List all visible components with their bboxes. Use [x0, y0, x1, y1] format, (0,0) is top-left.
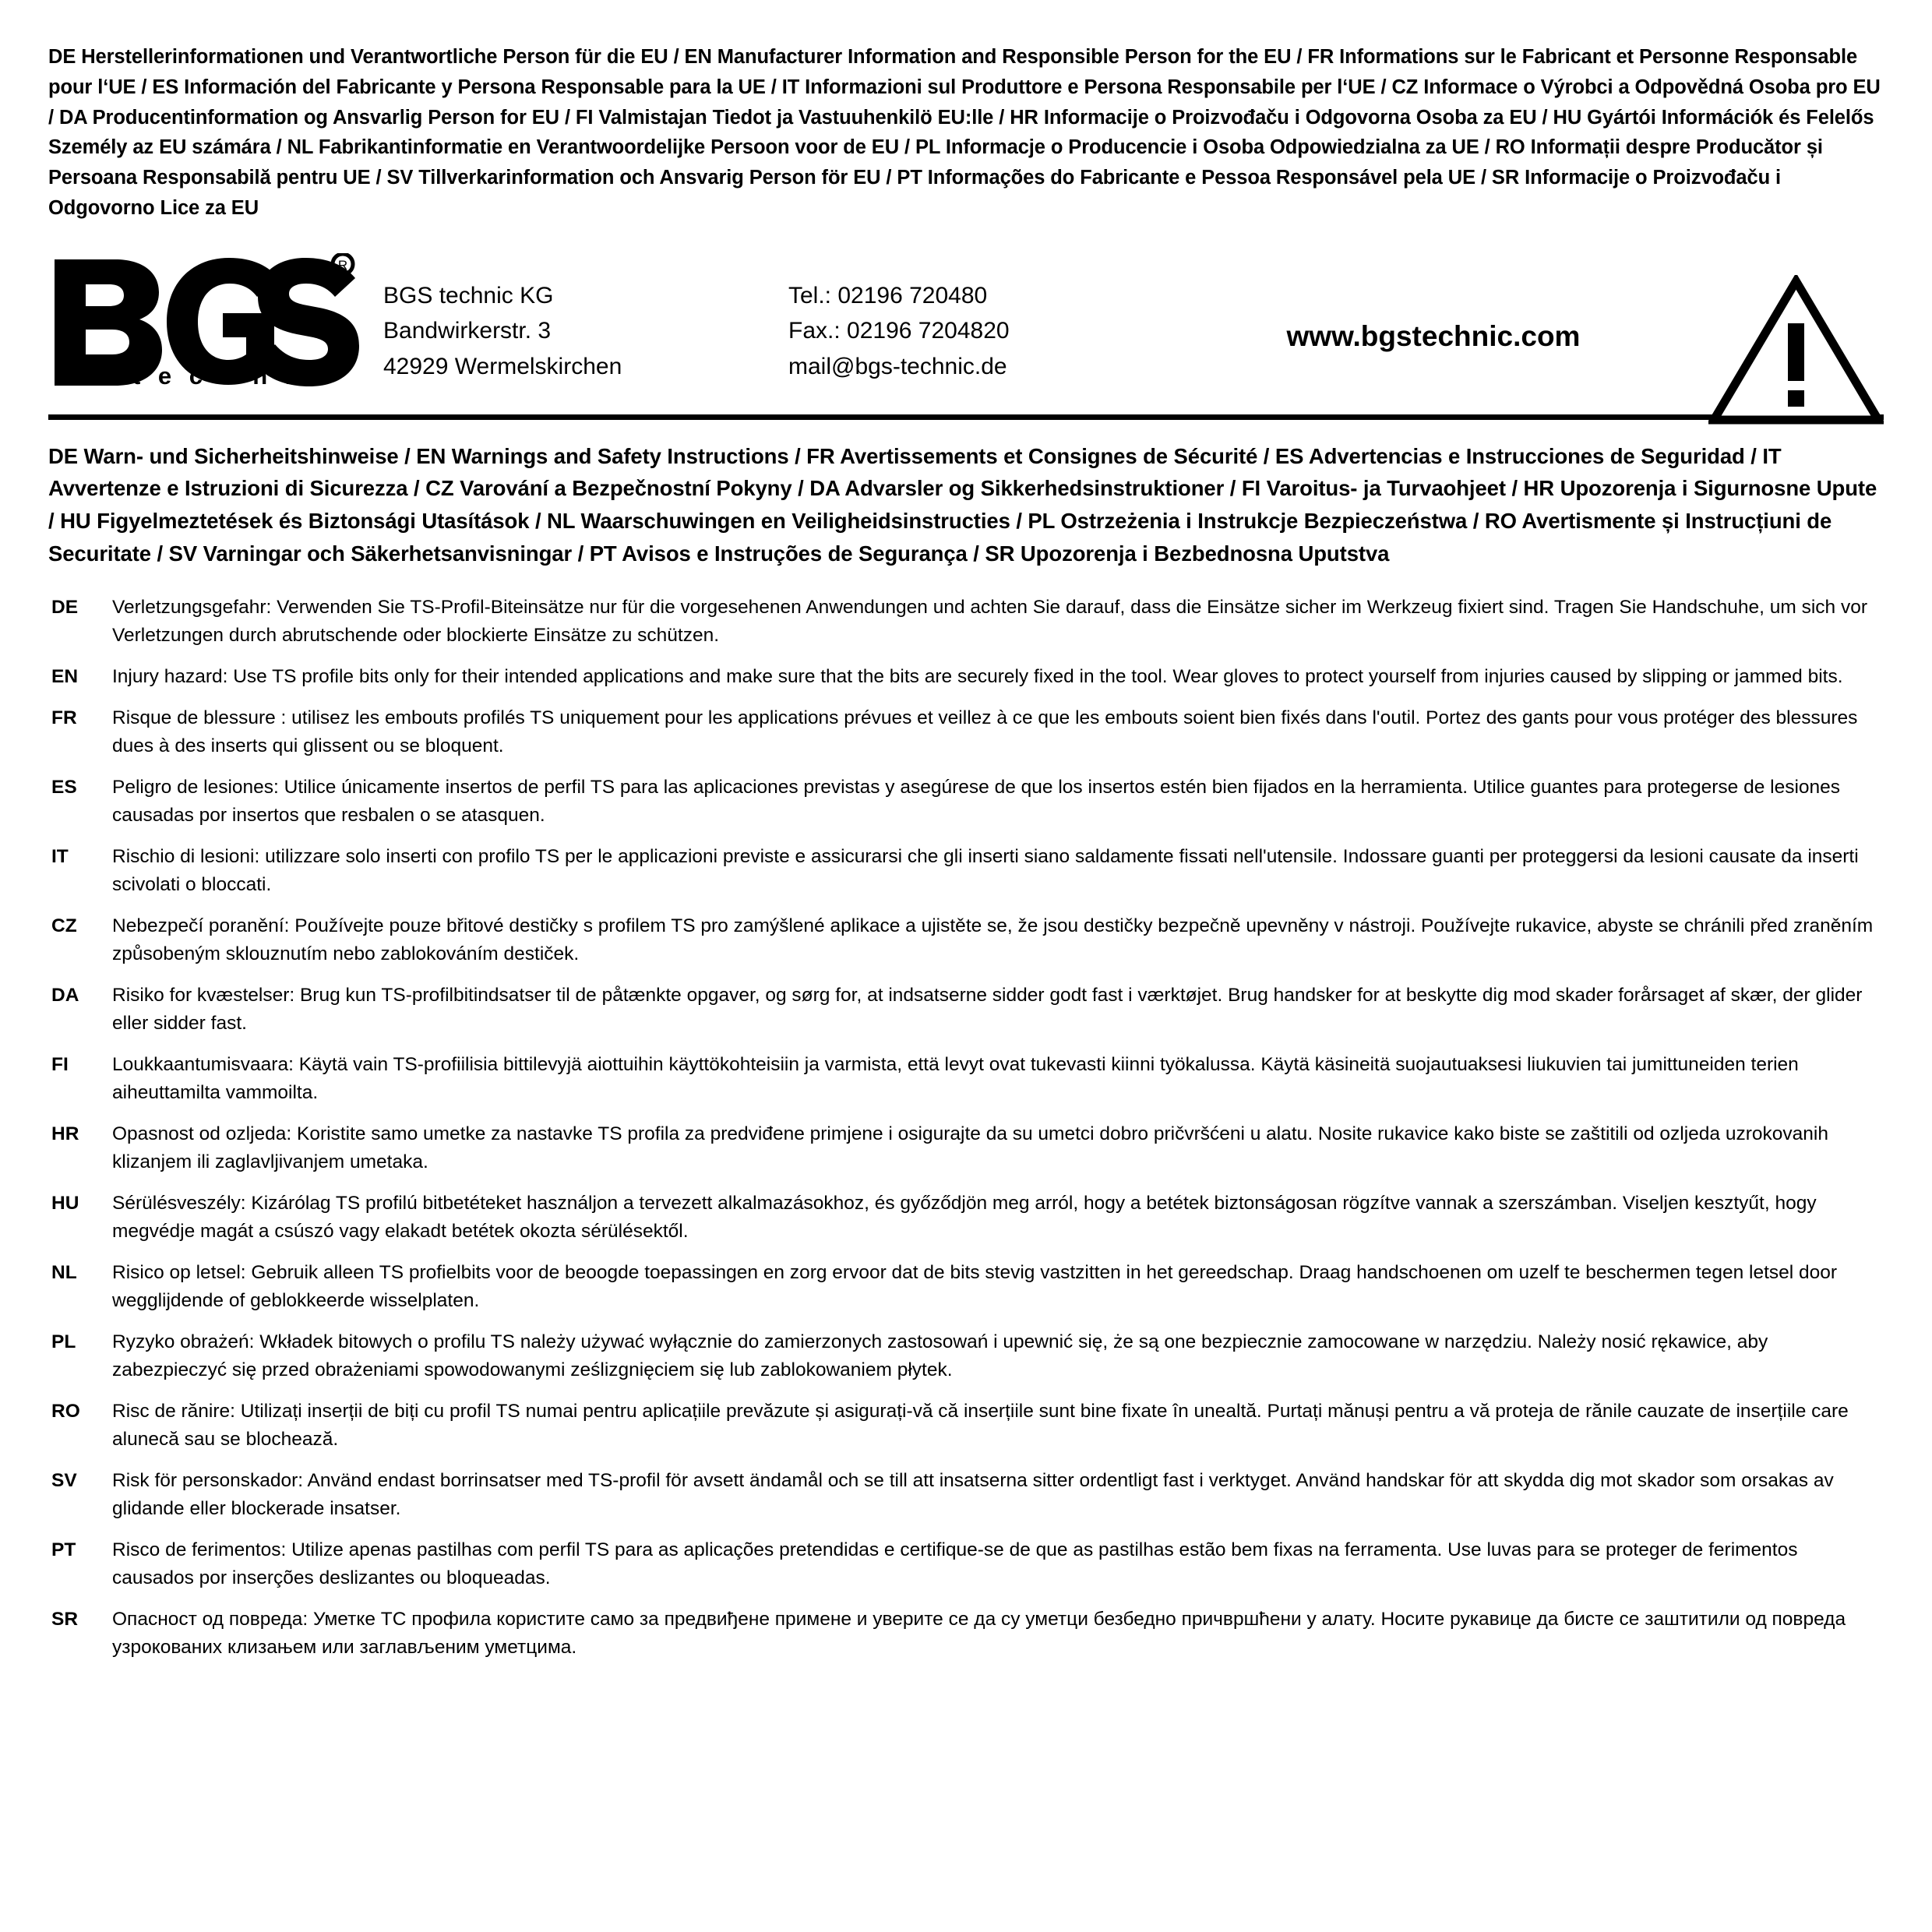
- company-email: mail@bgs-technic.de: [788, 353, 1007, 379]
- language-text: Risico op letsel: Gebruik alleen TS profielbits voor de beoogde toepassingen en zorg ervoor dat de bits stevig vastzitten in het gereedschap. Draag handschoenen om uzelf te beschermen tegen letsel door wegglijdende of geblokkeerde wisselplaten.: [112, 1261, 1838, 1311]
- language-code: NL: [51, 1261, 77, 1283]
- company-address: [375, 245, 788, 385]
- header-divider: [48, 414, 1884, 420]
- language-text: Opasnost od ozljeda: Koristite samo umetke za nastavke TS profila za predviđene primjene i osigurajte da su umetci dobro pričvršćeni u alatu. Nosite rukavice kako biste se zaštitili od ozljeda uzrokovanih klizanjem ili zaglavljivanjem umetaka.: [112, 1123, 1828, 1172]
- company-info-block: [45, 245, 1887, 413]
- list-item: [48, 843, 1884, 899]
- list-item: [48, 594, 1884, 650]
- language-text: Risco de ferimentos: Utilize apenas pastilhas com perfil TS para as aplicações pretendidas e certifique-se de que as pastilhas estão bem fixas na ferramenta. Use luvas para se proteger de ferimentos causados por inserções deslizantes ou bloqueadas.: [112, 1539, 1798, 1588]
- language-text: Risc de rănire: Utilizați inserții de biți cu profil TS numai pentru aplicațiile prevăzute și asigurați-vă că inserțiile sunt bine fixate în unealtă. Purtați mănuși pentru a vă proteja de rănile cauzate de inserțiile care alunecă sau se blochează.: [112, 1400, 1849, 1450]
- language-code: DE: [51, 596, 79, 618]
- language-text: Risiko for kvæstelser: Brug kun TS-profilbitindsatser til de påtænkte opgaver, og sørg for, at indsatserne sidder godt fast i værktøjet. Brug handsker for at beskytte dig mod skader forårsaget af skær, der glider eller sidder fast.: [112, 984, 1863, 1034]
- language-text: Risk för personskador: Använd endast borrinsatser med TS-profil för avsett ändamål och se till att insatserna sitter ordentligt fast i verktyget. Använd handskar för att skydda dig mot skador som orsakas av glidande eller blockerade insatser.: [112, 1469, 1834, 1519]
- list-item: [48, 1120, 1884, 1176]
- language-code: RO: [51, 1400, 80, 1422]
- language-code: EN: [51, 665, 79, 687]
- list-item: [48, 704, 1884, 760]
- list-item: [48, 1051, 1884, 1107]
- language-code: HU: [51, 1192, 79, 1214]
- list-item: [48, 663, 1884, 691]
- language-code: DA: [51, 984, 79, 1006]
- language-text: Nebezpečí poranění: Používejte pouze břitové destičky s profilem TS pro zamýšlené aplikace a ujistěte se, že jsou destičky bezpečně upevněny v nástroji. Používejte rukavice, abyste se chránili před zraněním způsobeným sklouznutím nebo zablokováním destiček.: [112, 915, 1874, 964]
- warning-triangle-icon: [1705, 245, 1884, 427]
- list-item: [48, 1536, 1884, 1592]
- list-item: [48, 982, 1884, 1038]
- language-code: IT: [51, 845, 69, 867]
- company-contact: [788, 245, 1162, 385]
- safety-instructions-heading: DE Warn- und Sicherheitshinweise / EN Warnings and Safety Instructions / FR Avertissements et Consignes de Sécurité / ES Advertencias e Instrucciones de Seguridad / IT Avvertenze e Istruzioni di Sicurezza / CZ Varování a Bezpečnostní Pokyny / DA Advarsler og Sikkerhedsinstruktioner / FI Varoitus- ja Turvaohjeet / HR Upozorenja i Sigurnosne Upute / HU Figyelmeztetések és Biztonsági Utasítások / NL Waarschuwingen en Veiligheidsinstructies / PL Ostrzeżenia i Instrukcje Bezpieczeństwa / RO Avertismente și Instrucțiuni de Securitate / SV Varningar och Säkerhetsanvisningar / PT Avisos e Instruções de Segurança / SR Upozorenja i Bezbednosna Uputstva: [48, 443, 1877, 566]
- company-website: www.bgstechnic.com: [1286, 319, 1581, 352]
- language-code: ES: [51, 776, 77, 798]
- company-name: BGS technic KG: [383, 282, 554, 308]
- language-code: CZ: [51, 915, 77, 936]
- language-text: Risque de blessure : utilisez les embouts profilés TS uniquement pour les applications prévues et veillez à ce que les embouts soient bien fixés dans l'outil. Portez des gants pour vous protéger des blessures dues à des inserts qui glissent ou se bloquent.: [112, 707, 1858, 756]
- list-item: [48, 1190, 1884, 1246]
- list-item: [48, 774, 1884, 830]
- company-fax: Fax.: 02196 7204820: [788, 318, 1010, 344]
- language-code: PL: [51, 1331, 76, 1352]
- list-item: [48, 1606, 1884, 1662]
- list-item: [48, 1467, 1884, 1523]
- list-item: [48, 1398, 1884, 1454]
- language-code: PT: [51, 1539, 76, 1560]
- company-tel: Tel.: 02196 720480: [788, 282, 988, 308]
- language-text: Injury hazard: Use TS profile bits only for their intended applications and make sure that the bits are securely fixed in the tool. Wear gloves to protect yourself from injuries caused by slipping or jammed bits.: [112, 665, 1843, 687]
- company-city: 42929 Wermelskirchen: [383, 353, 622, 379]
- company-street: Bandwirkerstr. 3: [383, 318, 552, 344]
- language-code: HR: [51, 1123, 79, 1144]
- language-code: SR: [51, 1608, 79, 1630]
- language-text: Verletzungsgefahr: Verwenden Sie TS-Profil-Biteinsätze nur für die vorgesehenen Anwendungen und achten Sie darauf, dass die Einsätze sicher im Werkzeug fixiert sind. Tragen Sie Handschuhe, um sich vor Verletzungen durch abrutschende oder blockierte Einsätze zu schützen.: [112, 596, 1868, 646]
- language-text: Peligro de lesiones: Utilice únicamente insertos de perfil TS para las aplicaciones previstas y asegúrese de que los insertos estén bien fijados en la herramienta. Utilice guantes para protegerse de lesiones causadas por insertos que resbalen o se atasquen.: [112, 776, 1841, 826]
- language-text: Ryzyko obrażeń: Wkładek bitowych o profilu TS należy używać wyłącznie do zamierzonych zastosowań i upewnić się, że są one bezpiecznie zamocowane w narzędziu. Należy nosić rękawice, aby zabezpieczyć się przed obrażeniami spowodowanymi ześlizgnięciem się lub zablokowaniem płytek.: [112, 1331, 1768, 1380]
- language-text: Опасност од повреда: Уметке ТС профила користите само за предвиђене примене и уверите се да су уметци безбедно причвршћени у алату. Носите рукавице да бисте се заштитили од повреда узрокованих клизањем или заглављеним уметцима.: [112, 1608, 1846, 1658]
- bgs-logo-graphic: [48, 253, 360, 390]
- language-text: Loukkaantumisvaara: Käytä vain TS-profiilisia bittilevyjä aiottuihin käyttökohteisiin ja varmista, että levyt ovat tukevasti kiinni työkalussa. Käytä käsineitä suojautuaksesi liukuvien tai jumittuneiden terien aiheuttamilta vammoilta.: [112, 1053, 1799, 1103]
- list-item: [48, 912, 1884, 968]
- list-item: [48, 1259, 1884, 1315]
- language-text: Rischio di lesioni: utilizzare solo inserti con profilo TS per le applicazioni previste e assicurarsi che gli inserti siano saldamente fissati nell'utensile. Indossare guanti per proteggersi da lesioni causate da inserti scivolati o bloccati.: [112, 845, 1859, 895]
- language-warning-list: [45, 594, 1887, 1662]
- svg-text:R: R: [337, 257, 348, 273]
- language-code: FI: [51, 1053, 69, 1075]
- language-code: SV: [51, 1469, 77, 1491]
- language-code: FR: [51, 707, 77, 728]
- manufacturer-info-heading: DE Herstellerinformationen und Verantwortliche Person für die EU / EN Manufacturer Information and Responsible Person for the EU / FR Informations sur le Fabricant et Personne Responsable pour l‘UE / ES Información del Fabricante y Persona Responsable para la UE / IT Informazioni sul Produttore e Persona Responsabile per l‘UE / CZ Informace o Výrobci a Odpovědná Osoba pro EU / DA Producentinformation og Ansvarlig Person for EU / FI Valmistajan Tiedot ja Vastuuhenkilö EU:lle / HR Informacije o Proizvođaču i Odgovorna Osoba za EU / HU Gyártói Információk és Felelős Személy az EU számára / NL Fabrikantinformatie en Verantwoordelijke Persoon voor de EU / PL Informacje o Producencie i Osoba Odpowiedzialna za UE / RO Informații despre Producător și Persoana Responsabilă pentru UE / SV Tillverkarinformation och Ansvarig Person för EU / PT Informações do Fabricante e Pessoa Responsável pela UE / SR Informacije o Proizvođaču i Odgovorno Lice za EU: [48, 46, 1881, 219]
- language-text: Sérülésveszély: Kizárólag TS profilú bitbetéteket használjon a tervezett alkalmazásokhoz, és győződjön meg arról, hogy a betétek biztonságosan rögzítve vannak a szerszámban. Viseljen kesztyűt, hogy megvédje magát a csúszó vagy elakadt betétek okozta sérülésektől.: [112, 1192, 1817, 1242]
- svg-text:t e c h n i c: t e c h n i c: [132, 361, 329, 390]
- list-item: [48, 1328, 1884, 1384]
- bgs-logo: [48, 245, 375, 390]
